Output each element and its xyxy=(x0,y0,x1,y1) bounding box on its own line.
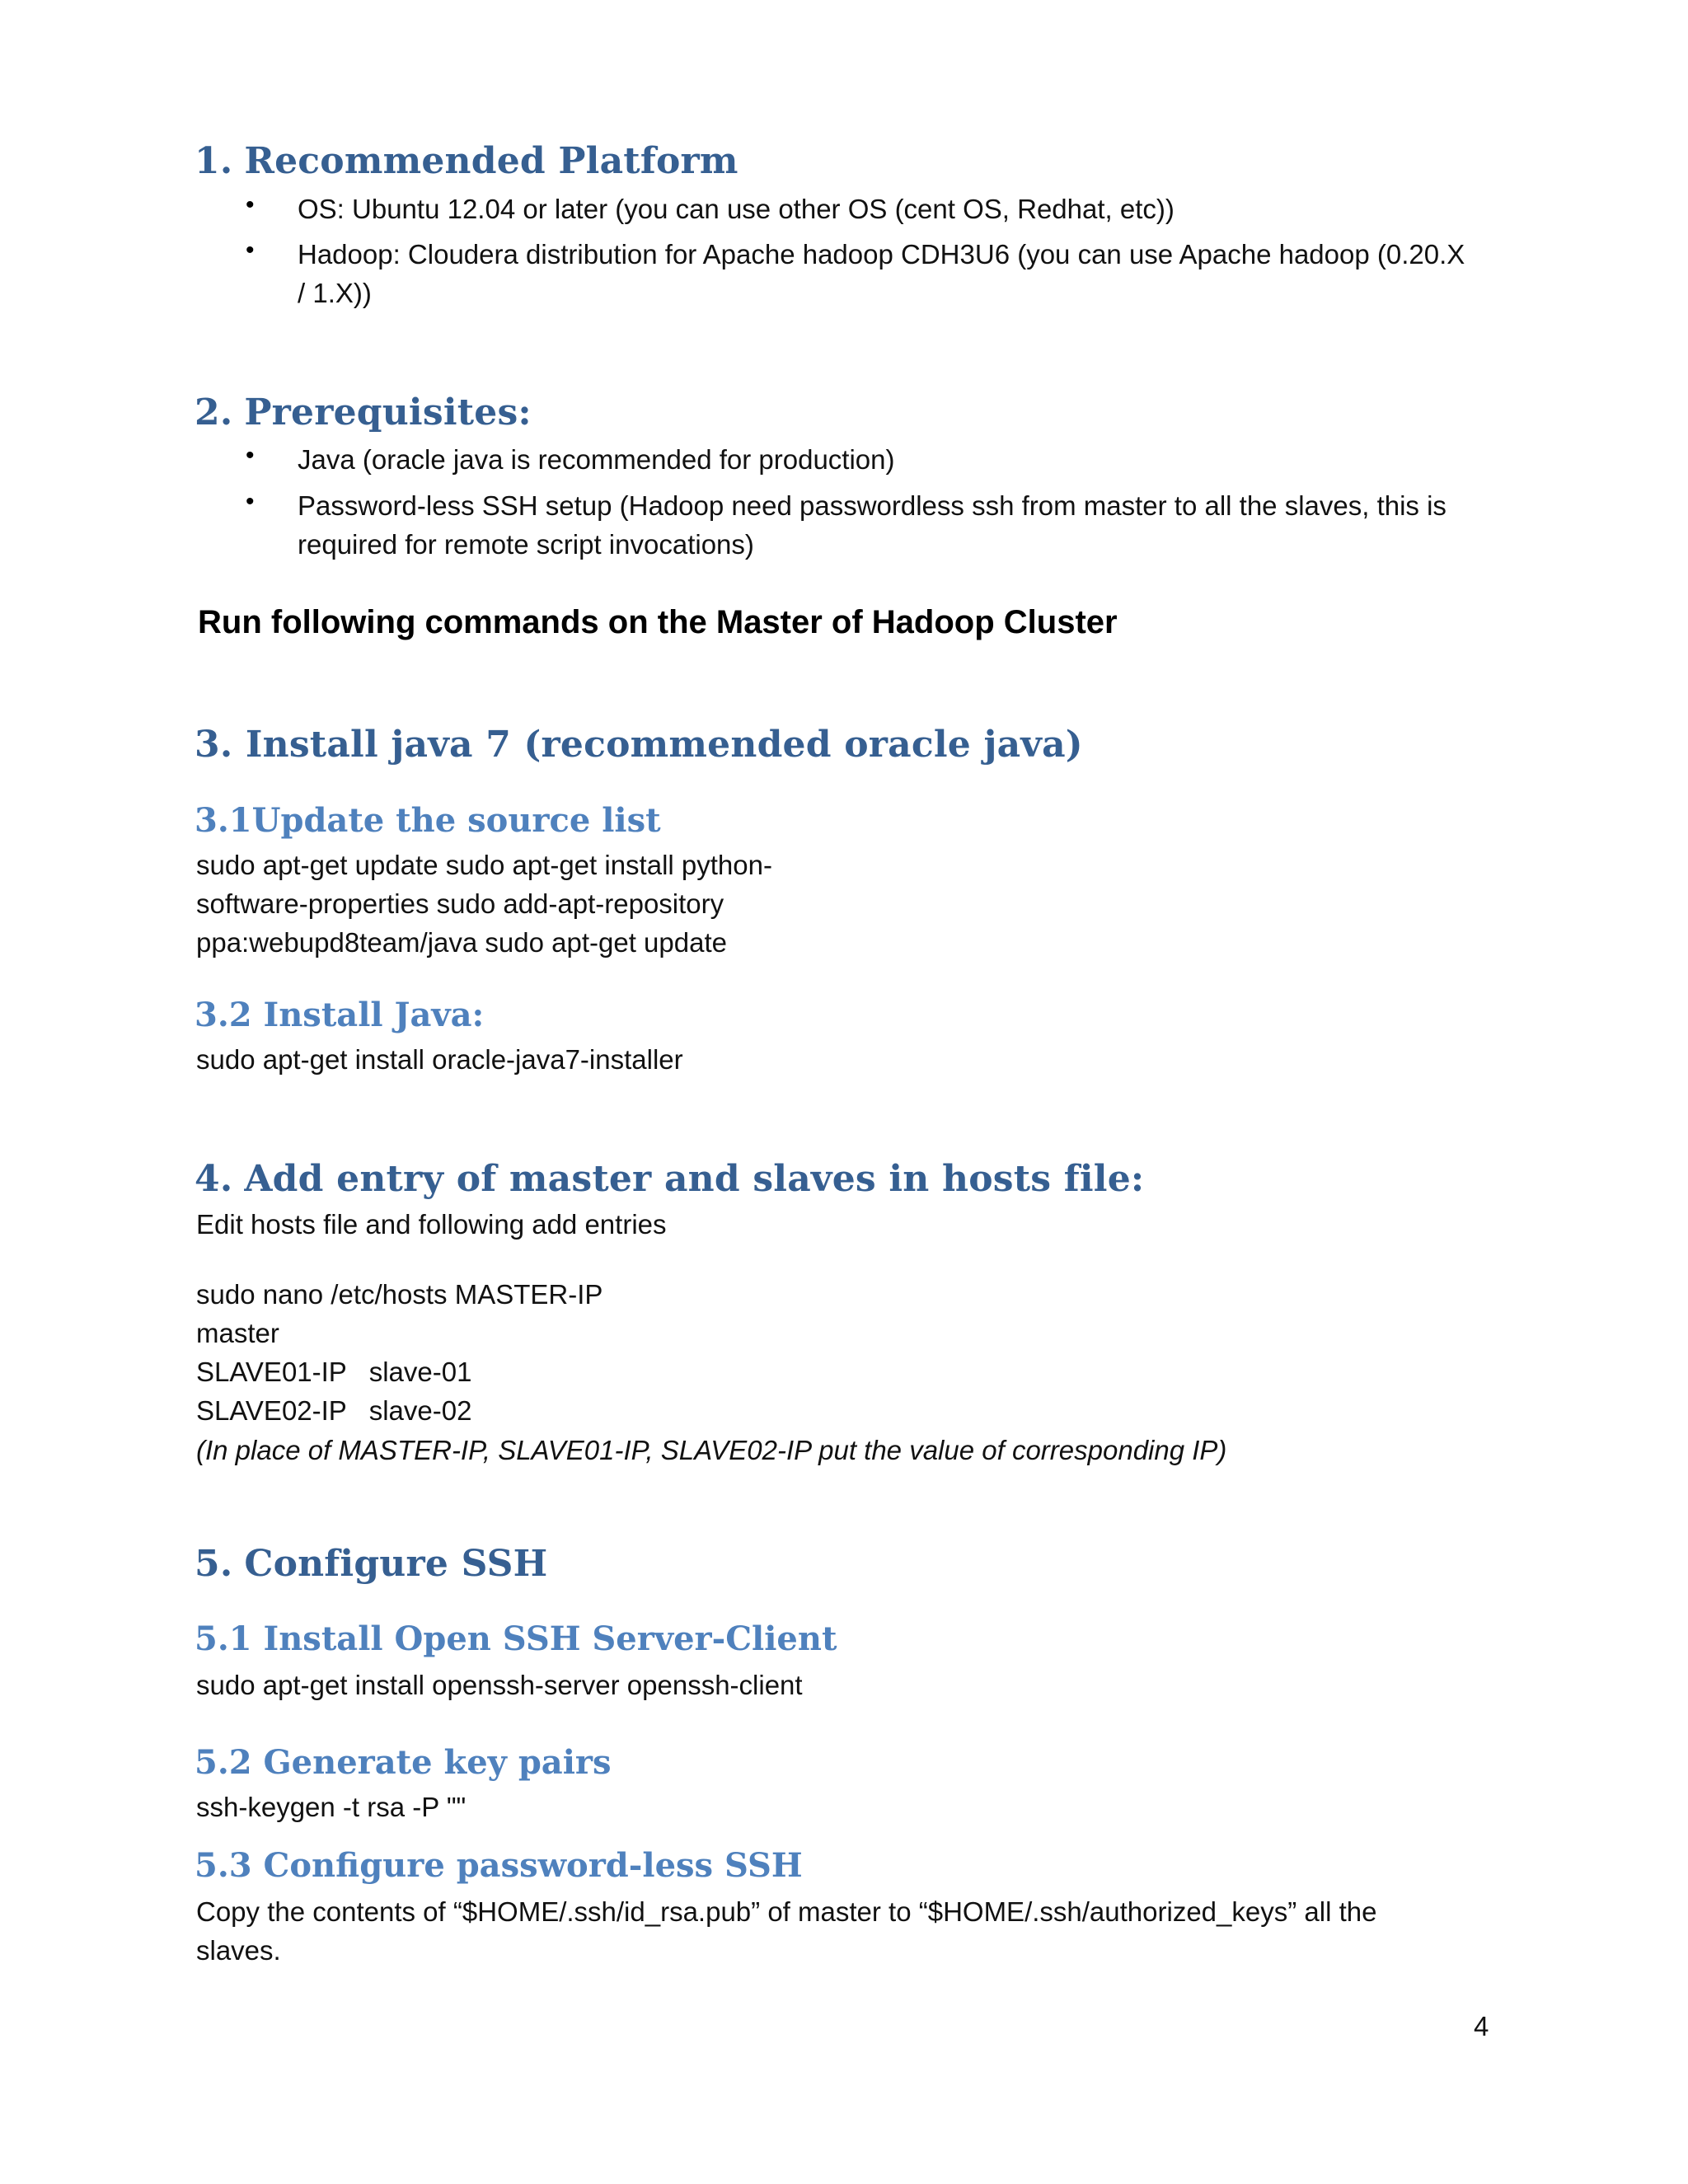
section-1-heading xyxy=(195,140,738,182)
section-5-1-heading: 5.1 Install Open SSH Server-Client xyxy=(195,1619,837,1658)
section-4-heading xyxy=(195,1158,1144,1200)
section-5-number: 5. xyxy=(195,1543,233,1585)
section-4-line-1: sudo nano /etc/hosts MASTER-IP xyxy=(196,1279,603,1310)
section-1-title: Recommended Platform xyxy=(244,140,738,182)
section-2-bullet-2-cont: required for remote script invocations) xyxy=(298,529,754,560)
section-4-intro: Edit hosts file and following add entries xyxy=(196,1209,667,1240)
section-4-title: Add entry of master and slaves in hosts file: xyxy=(244,1158,1145,1200)
section-3-1-line-1: sudo apt-get update sudo apt-get install python- xyxy=(196,850,772,880)
section-5-1-line-1: sudo apt-get install openssh-server openssh-client xyxy=(196,1670,803,1700)
section-4-note: (In place of MASTER-IP, SLAVE01-IP, SLAVE02-IP put the value of corresponding IP) xyxy=(196,1435,1227,1465)
run-commands-heading: Run following commands on the Master of Hadoop Cluster xyxy=(198,604,1118,640)
section-1-bullet-2: Hadoop: Cloudera distribution for Apache hadoop CDH3U6 (you can use Apache hadoop (0.20.X xyxy=(298,239,1465,269)
section-2-bullet-2: Password-less SSH setup (Hadoop need passwordless ssh from master to all the slaves, this is xyxy=(298,490,1447,521)
page-number: 4 xyxy=(1474,2011,1489,2041)
section-4-line-3: SLAVE01-IP slave-01 xyxy=(196,1357,472,1387)
section-1-bullet-1: OS: Ubuntu 12.04 or later (you can use other OS (cent OS, Redhat, etc)) xyxy=(298,194,1175,224)
section-3-heading: 3. Install java 7 (recommended oracle java) xyxy=(195,724,1083,766)
section-4-line-2: master xyxy=(196,1318,279,1348)
section-5-title: Configure SSH xyxy=(244,1543,548,1585)
section-4-line-4: SLAVE02-IP slave-02 xyxy=(196,1395,472,1426)
section-1-number: 1. xyxy=(195,140,233,182)
section-3-1-heading: 3.1Update the source list xyxy=(195,801,661,840)
section-5-2-heading: 5.2 Generate key pairs xyxy=(195,1743,612,1782)
section-2-number: 2. xyxy=(195,391,233,434)
section-1-bullet-2-cont: / 1.X)) xyxy=(298,278,372,308)
section-2-bullet-1: Java (oracle java is recommended for production) xyxy=(298,444,895,475)
section-3-2-line-1: sudo apt-get install oracle-java7-installer xyxy=(196,1044,683,1075)
bullet-icon: • xyxy=(246,488,255,515)
section-2-title: Prerequisites: xyxy=(244,391,532,434)
section-5-3-line-1: Copy the contents of “$HOME/.ssh/id_rsa.pub” of master to “$HOME/.ssh/authorized_keys” all the xyxy=(196,1896,1377,1927)
section-3-2-heading: 3.2 Install Java: xyxy=(195,996,485,1034)
section-2-heading xyxy=(195,391,532,434)
section-5-heading xyxy=(195,1543,547,1585)
section-5-3-line-2: slaves. xyxy=(196,1935,281,1966)
section-5-3-heading: 5.3 Configure password-less SSH xyxy=(195,1846,803,1885)
section-4-number: 4. xyxy=(195,1158,233,1200)
bullet-icon: • xyxy=(246,442,255,469)
section-3-1-line-3: ppa:webupd8team/java sudo apt-get update xyxy=(196,927,727,958)
section-5-2-line-1: ssh-keygen -t rsa -P "" xyxy=(196,1792,467,1822)
bullet-icon: • xyxy=(246,191,255,218)
section-3-1-line-2: software-properties sudo add-apt-repository xyxy=(196,888,724,919)
bullet-icon: • xyxy=(246,237,255,264)
